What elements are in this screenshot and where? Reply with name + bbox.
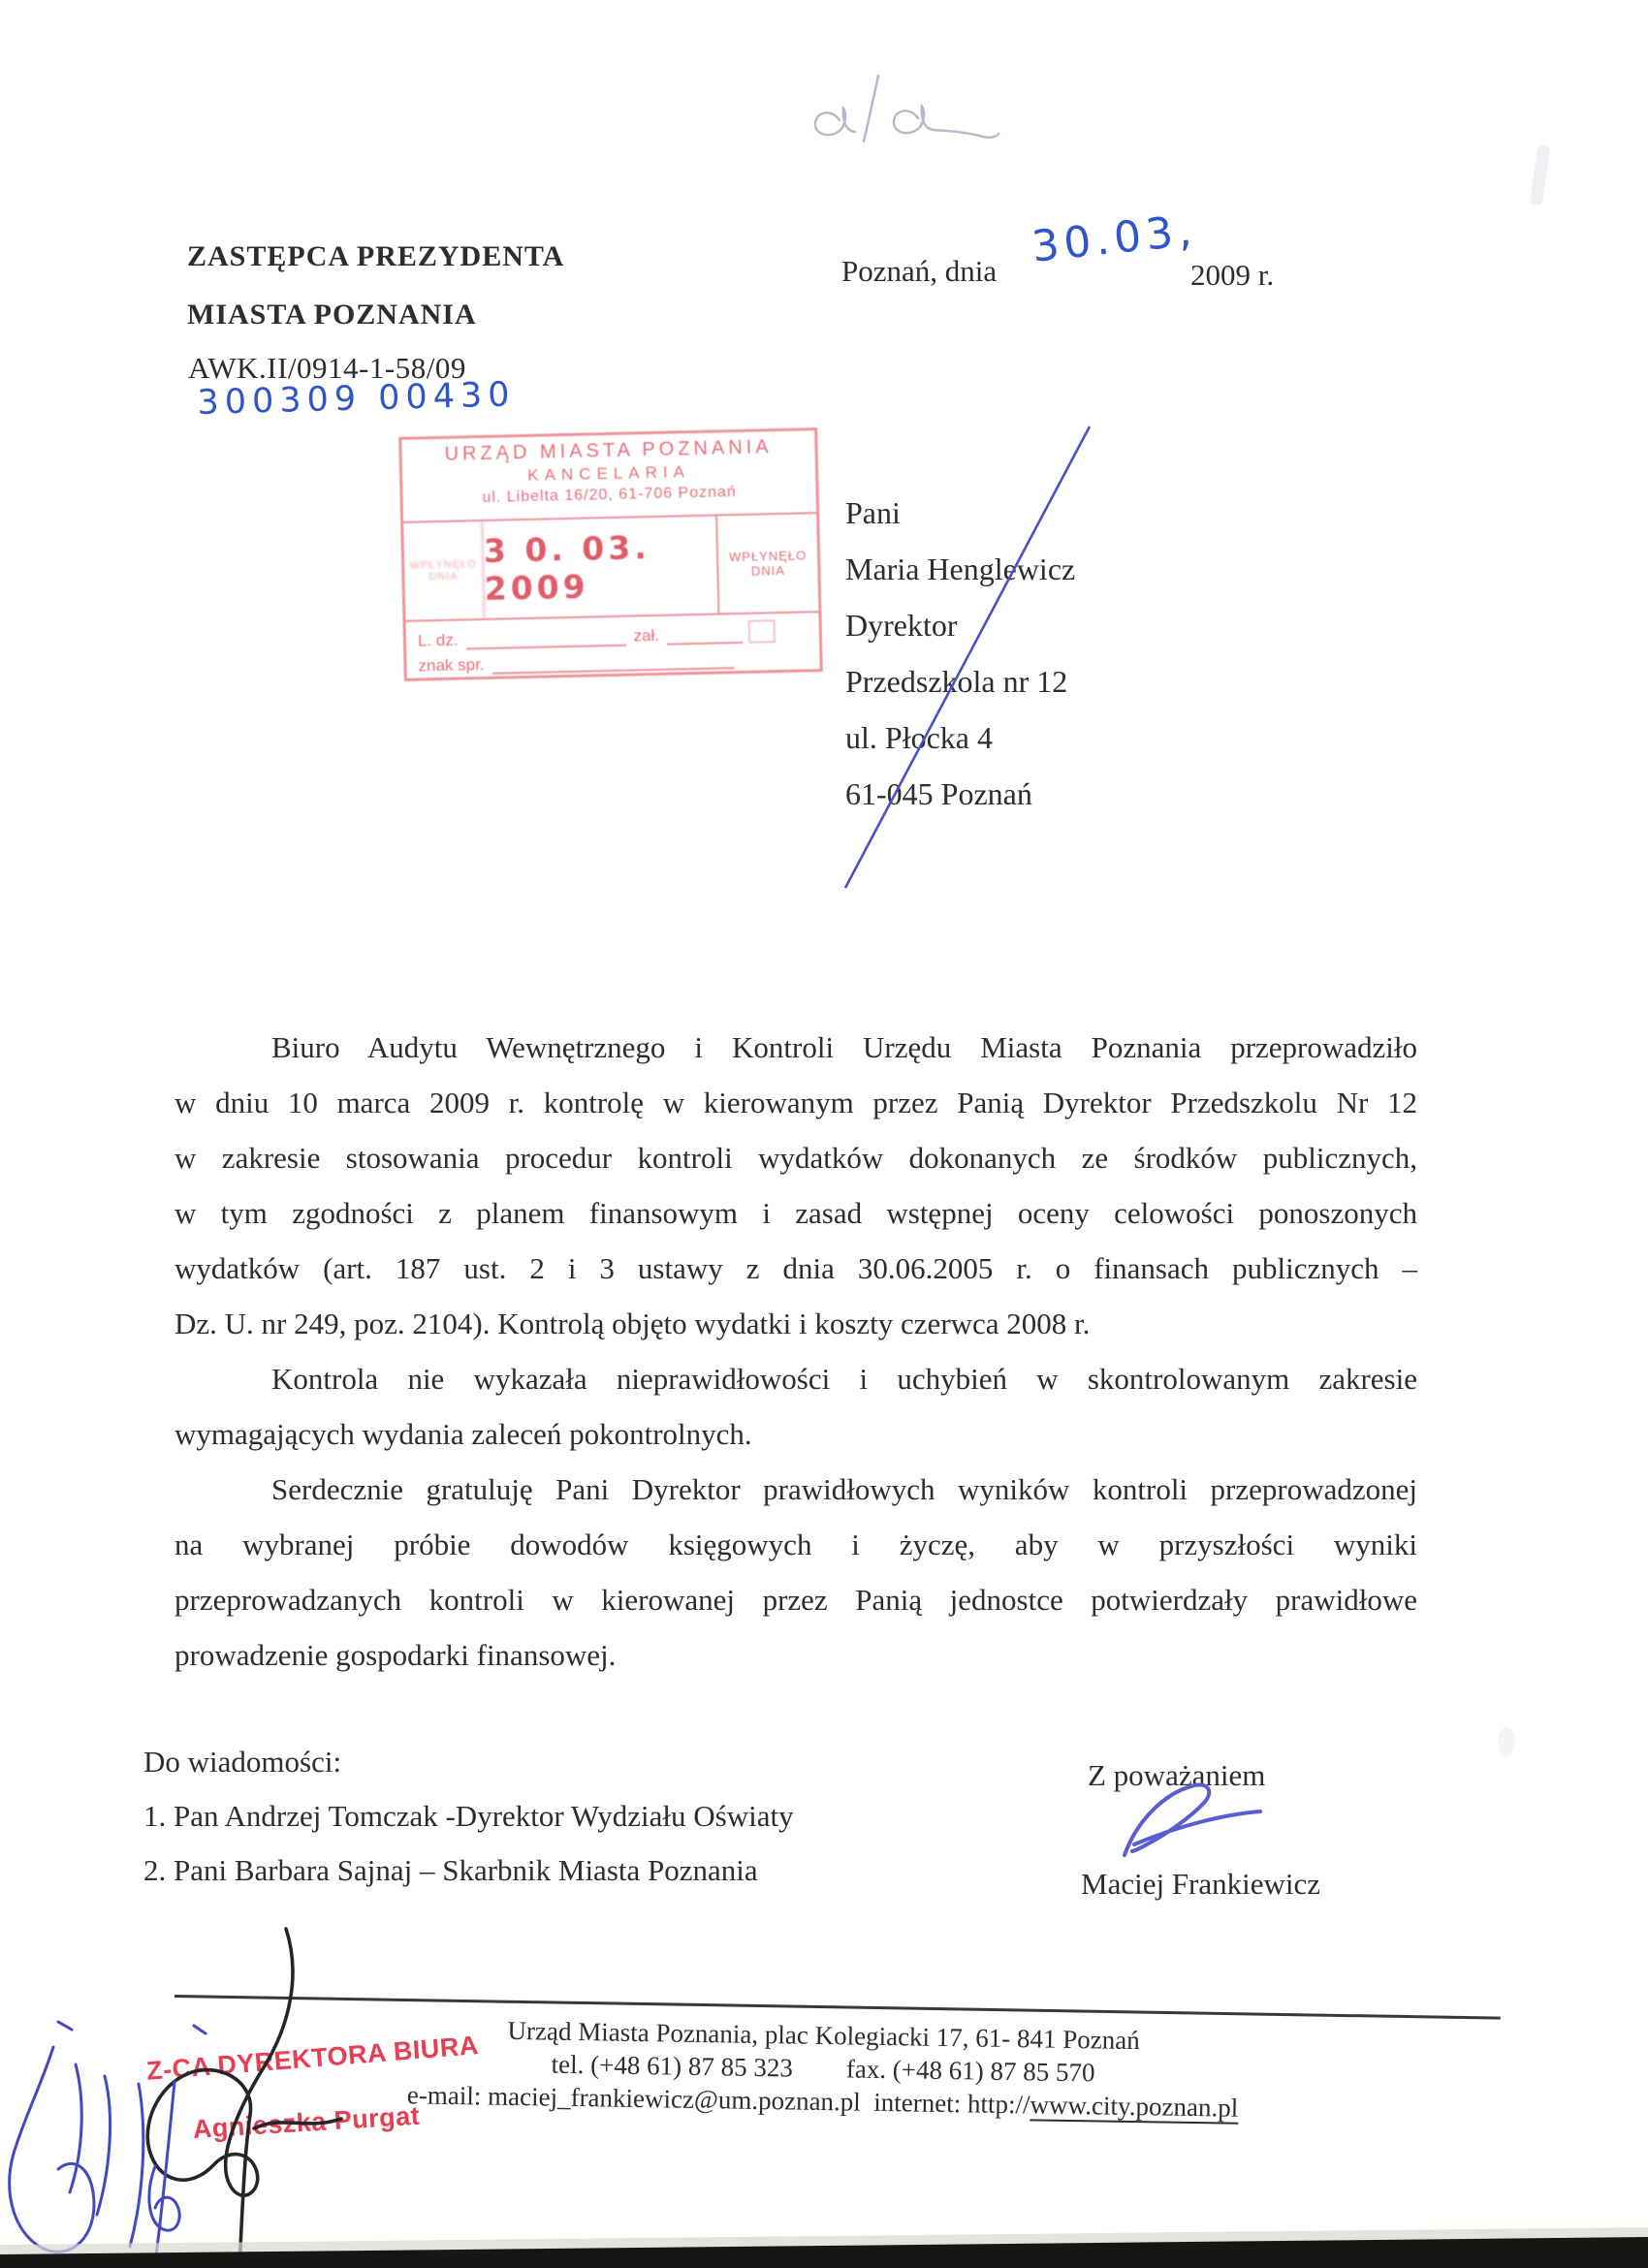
stamp-received-word: WPŁYNĘŁO xyxy=(728,548,808,565)
handwritten-aa-note xyxy=(815,76,998,142)
frankiewicz-signature xyxy=(1125,1784,1260,1855)
stamp-znak-label: znak spr. xyxy=(418,654,485,676)
body-line: prowadzenie gospodarki finansowej. xyxy=(174,1638,617,1672)
footer-email: e-mail: maciej_frankiewicz@um.poznan.pl xyxy=(406,2080,862,2117)
stamp-blank-line xyxy=(491,653,734,675)
body-line: w zakresie stosowania procedur kontroli wydatków dokonanych ze środków publicznych, xyxy=(174,1141,1417,1175)
body-line: wydatków (art. 187 ust. 2 i 3 ustawy z dnia 30.06.2005 r. o finansach publicznych – xyxy=(174,1251,1417,1285)
stamp-ldz-label: L. dz. xyxy=(417,630,459,650)
recipient-role: Dyrektor xyxy=(845,608,958,643)
footer-address: Urząd Miasta Poznania, plac Kolegiacki 17, 61- 841 Poznań xyxy=(507,2015,1140,2056)
body-line: wymagających wydania zaleceń pokontrolnych. xyxy=(174,1417,752,1451)
recipient-street: ul. Płocka 4 xyxy=(845,720,993,755)
cc-item-1: 1. Pan Andrzej Tomczak -Dyrektor Wydziału Oświaty xyxy=(143,1799,794,1833)
sender-title-line2: MIASTA POZNANIA xyxy=(187,299,477,331)
body-paragraph-2 xyxy=(174,1351,1417,1462)
body-line: Dz. U. nr 249, poz. 2104). Kontrolą objęto wydatki i koszty czerwca 2008 r. xyxy=(174,1307,1091,1340)
recipient-institution: Przedszkola nr 12 xyxy=(845,664,1068,699)
recipient-salutation: Pani xyxy=(845,495,901,530)
stamp-blank-line xyxy=(465,631,625,650)
stamp-office-dept: KANCELARIA xyxy=(527,462,691,485)
recipient-city: 61-045 Poznań xyxy=(845,776,1032,811)
body-line: w tym zgodności z planem finansowym i zasad wstępnej oceny celowości ponoszonych xyxy=(174,1196,1417,1230)
stamp-office-name: URZĄD MIASTA POZNANIA xyxy=(444,436,773,465)
kancelaria-stamp xyxy=(398,427,823,681)
stamp-received-label-right xyxy=(715,514,818,613)
scan-bottom-edge xyxy=(0,2227,1648,2268)
body-line: w dniu 10 marca 2009 r. kontrolę w kierowanym przez Panią Dyrektor Przedszkolu Nr 12 xyxy=(174,1086,1417,1119)
footer-website-link[interactable]: www.city.poznan.pl xyxy=(1030,2090,1239,2123)
recipient-block xyxy=(845,485,1075,822)
closing-salutation: Z poważaniem xyxy=(1088,1758,1266,1792)
stamp-received-label-left xyxy=(403,521,485,620)
body-line: przeprowadzanych kontroli w kierowanej przez Panią jednostce potwierdzały prawidłowe xyxy=(174,1583,1417,1617)
place-date-prefix: Poznań, dnia xyxy=(841,254,998,288)
body-paragraph-1 xyxy=(174,1020,1417,1351)
cc-heading: Do wiadomości: xyxy=(143,1745,342,1779)
deputy-director-stamp-title: Z-CA DYREKTORA BIURA xyxy=(145,2031,480,2086)
scan-smudge xyxy=(1498,1727,1515,1756)
handwritten-registry-number: 300309 00430 xyxy=(197,375,517,423)
stamp-zal-label: zał. xyxy=(633,625,660,646)
body-line: Kontrola nie wykazała nieprawidłowości i uchybień w skontrolowanym zakresie xyxy=(271,1362,1417,1396)
body-paragraph-3 xyxy=(174,1462,1417,1683)
stamp-date: 3 0. 03. 2009 xyxy=(483,528,651,608)
deputy-director-stamp-name: Agnieszka Purgat xyxy=(192,2100,421,2144)
footer-fax: fax. (+48 61) 87 85 570 xyxy=(845,2054,1095,2088)
footer-internet-prefix: internet: http:// xyxy=(873,2087,1030,2120)
reference-number: AWK.II/0914-1-58/09 xyxy=(188,351,466,385)
stamp-dnia-word: DNIA xyxy=(750,562,786,579)
recipient-name: Maria Henglewicz xyxy=(845,551,1076,586)
handwritten-date: 30.03, xyxy=(1030,205,1199,272)
cc-item-2: 2. Pani Barbara Sajnaj – Skarbnik Miasta Poznania xyxy=(143,1853,758,1887)
date-year: 2009 r. xyxy=(1190,258,1275,292)
body-line: Serdecznie gratuluję Pani Dyrektor prawidłowych wyników kontroli przeprowadzonej xyxy=(271,1472,1417,1506)
body-line: na wybranej próbie dowodów księgowych i życzę, aby w przyszłości wyniki xyxy=(174,1528,1417,1561)
body-line: Biuro Audytu Wewnętrznego i Kontroli Urzędu Miasta Poznania przeprowadziło xyxy=(271,1030,1417,1064)
signer-name: Maciej Frankiewicz xyxy=(1081,1867,1321,1901)
stamp-dnia-word: DNIA xyxy=(428,570,459,583)
stamp-corner-box xyxy=(748,619,776,644)
stamp-blank-line xyxy=(667,628,743,646)
scan-smudge xyxy=(1530,144,1551,205)
stamp-office-address: ul. Libelta 16/20, 61-706 Poznań xyxy=(482,484,737,506)
sender-title-line1: ZASTĘPCA PREZYDENTA xyxy=(187,240,565,272)
footer-tel: tel. (+48 61) 87 85 323 xyxy=(551,2049,794,2083)
stamp-received-word: WPŁYNĘŁO xyxy=(409,558,477,572)
